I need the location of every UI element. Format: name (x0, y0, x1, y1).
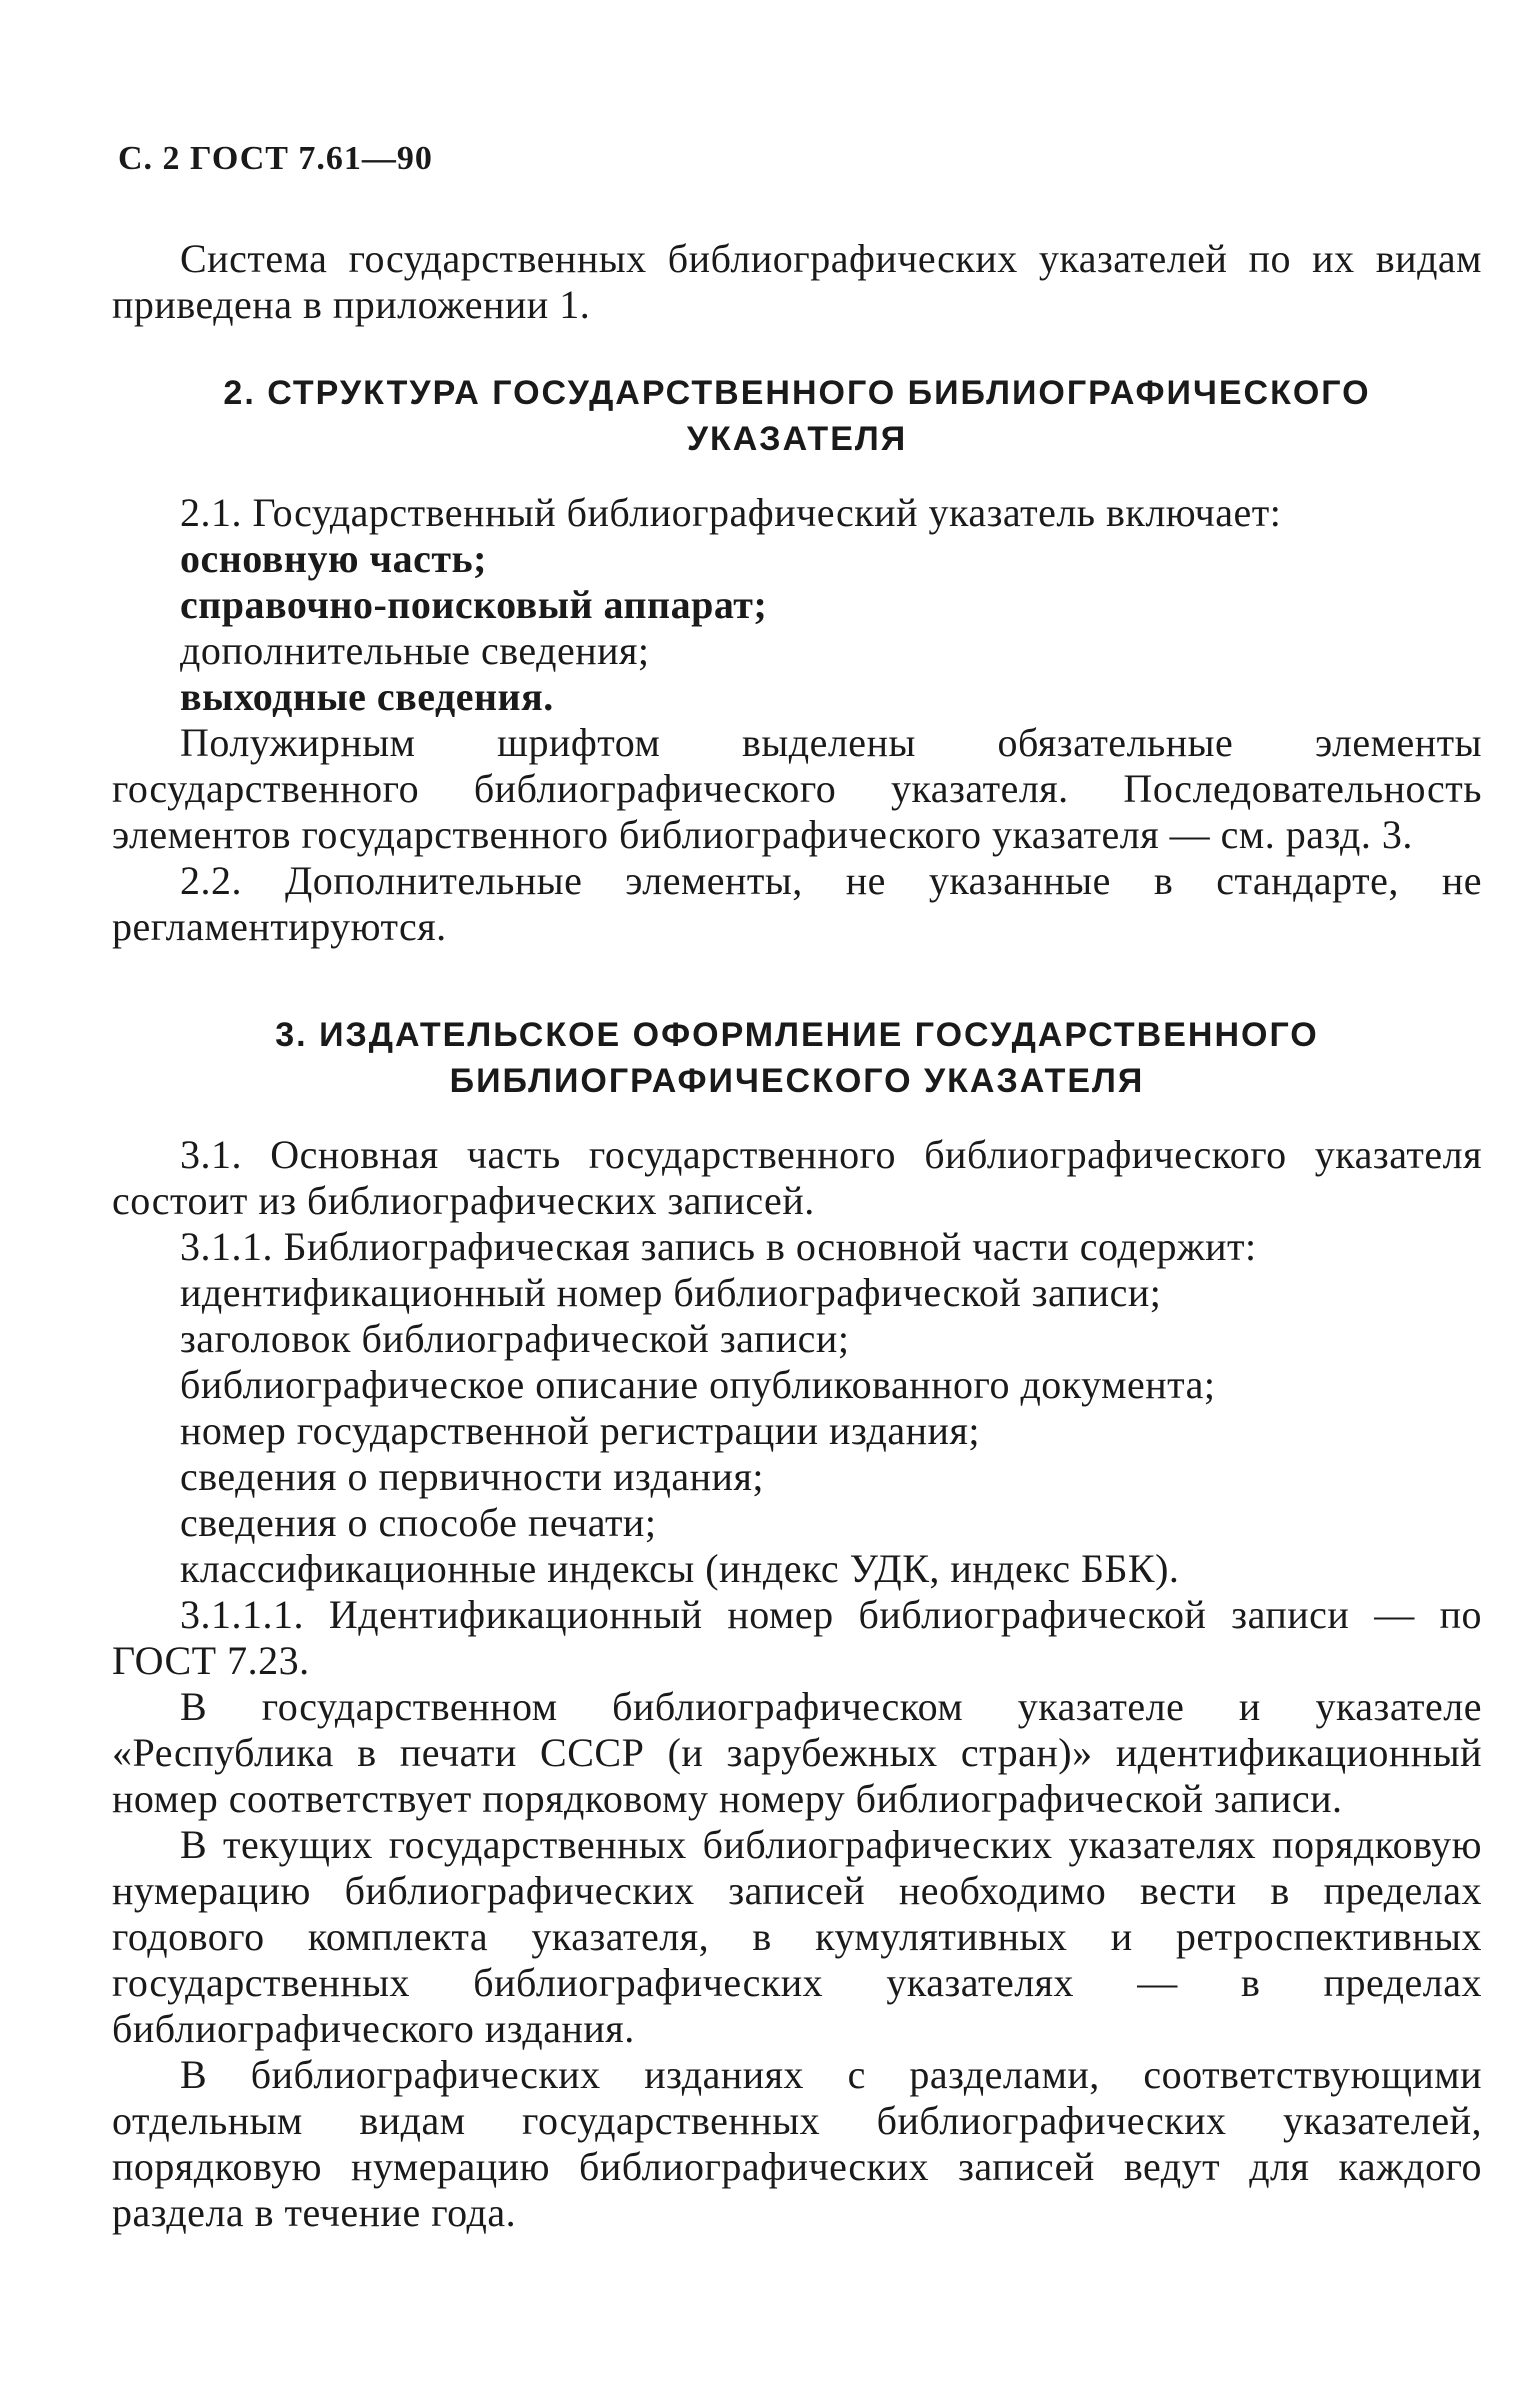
clause-2-1: 2.1. Государственный библиографический указатель включает: (180, 490, 1282, 535)
paragraph-republic-in-print: В государственном библиографическом указателе и указателе «Республика в печати СССР (и зарубежных стран)» идентификационный номер соответствует порядковому номеру библиографической записи. (112, 1684, 1482, 1821)
list-item: библиографическое описание опубликованного документа; (180, 1362, 1216, 1407)
list-item: сведения о первичности издания; (180, 1454, 764, 1499)
paragraph-sections: В библиографических изданиях с разделами, соответствующими отдельным видам государственных библиографических указателей, порядковую нумерацию библиографических записей ведут для каждого раздела в течение года. (112, 2052, 1482, 2235)
clause-2-2: 2.2. Дополнительные элементы, не указанные в стандарте, не регламентируются. (112, 858, 1482, 949)
list-item: номер государственной регистрации издания; (180, 1408, 980, 1453)
list-item: дополнительные сведения; (180, 628, 650, 673)
section-3-heading-line2: БИБЛИОГРАФИЧЕСКОГО УКАЗАТЕЛЯ (449, 1062, 1145, 1100)
section-3-heading (112, 1012, 1482, 1104)
section-2-list (112, 536, 1482, 720)
section-2-heading (112, 370, 1482, 462)
list-item: основную часть; (180, 536, 487, 581)
list-item: справочно-поисковый аппарат; (180, 582, 768, 627)
clause-3-1-1-1: 3.1.1.1. Идентификационный номер библиографической записи — по ГОСТ 7.23. (112, 1592, 1482, 1683)
list-item: идентификационный номер библиографической записи; (180, 1270, 1162, 1315)
section-2-heading-line2: УКАЗАТЕЛЯ (686, 420, 908, 458)
list-item: заголовок библиографической записи; (180, 1316, 850, 1361)
intro-paragraph: Система государственных библиографических указателей по их видам приведена в приложении 1. (112, 236, 1482, 327)
list-item: сведения о способе печати; (180, 1500, 657, 1545)
bold-note-paragraph: Полужирным шрифтом выделены обязательные элементы государственного библиографического указателя. Последовательность элементов государственного библиографического указателя — см. разд. 3. (112, 720, 1482, 857)
page-header: С. 2 ГОСТ 7.61—90 (118, 140, 433, 177)
list-item: выходные сведения. (180, 674, 554, 719)
section-3-list (112, 1270, 1482, 1592)
section-3-heading-line1: 3. ИЗДАТЕЛЬСКОЕ ОФОРМЛЕНИЕ ГОСУДАРСТВЕННОГО (275, 1016, 1319, 1054)
clause-3-1-1: 3.1.1. Библиографическая запись в основной части содержит: (180, 1224, 1257, 1269)
section-2-heading-line1: 2. СТРУКТУРА ГОСУДАРСТВЕННОГО БИБЛИОГРАФИЧЕСКОГО (223, 374, 1371, 412)
page-content (112, 236, 1482, 2236)
clause-3-1: 3.1. Основная часть государственного библиографического указателя состоит из библиографических записей. (112, 1132, 1482, 1223)
paragraph-current-indexes: В текущих государственных библиографических указателях порядковую нумерацию библиографических записей необходимо вести в пределах годового комплекта указателя, в кумулятивных и ретроспективных государственных библиографических указателях — в пределах библиографического издания. (112, 1822, 1482, 2051)
list-item: классификационные индексы (индекс УДК, индекс ББК). (180, 1546, 1180, 1591)
